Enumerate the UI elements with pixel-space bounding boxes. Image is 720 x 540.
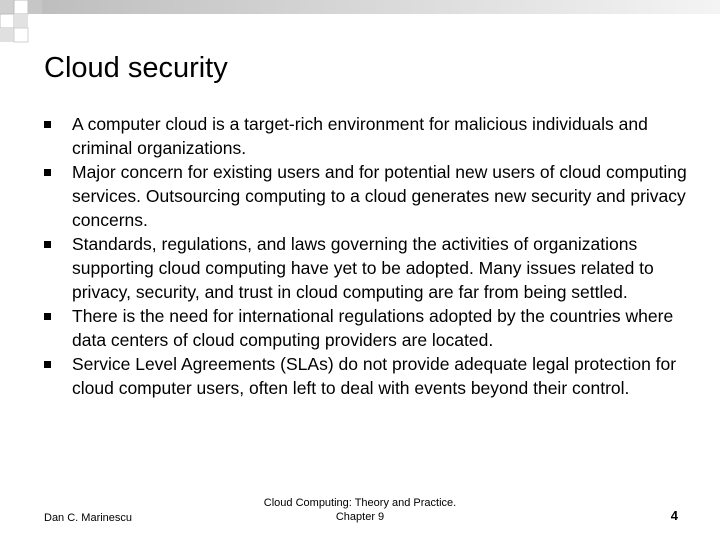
list-item: [44, 304, 704, 352]
list-item: [44, 352, 704, 400]
deco-square: [0, 0, 14, 14]
square-bullet-icon: [44, 313, 51, 320]
list-item: [44, 232, 704, 304]
bullet-list: [44, 112, 704, 400]
bullet-text: Standards, regulations, and laws governing the activities of organizations supporting cloud computing have yet to be adopted. Many issues related to privacy, security, and trust in cloud computing are far from being settled.: [72, 234, 654, 302]
square-bullet-icon: [44, 169, 51, 176]
header-decoration: [0, 0, 720, 46]
square-bullet-icon: [44, 241, 51, 248]
deco-square: [28, 0, 42, 14]
list-item: [44, 160, 704, 232]
footer-author: Dan C. Marinescu: [44, 512, 133, 524]
bullet-text: Service Level Agreements (SLAs) do not provide adequate legal protection for cloud computer users, often left to deal with events beyond their control.: [72, 354, 677, 398]
page-title: Cloud security: [44, 52, 228, 84]
header-gradient-bar: [28, 0, 720, 14]
deco-square: [14, 28, 28, 42]
square-bullet-icon: [44, 121, 51, 128]
deco-square: [0, 14, 14, 28]
footer-chapter: Chapter 9: [335, 511, 385, 523]
list-item: [44, 112, 704, 160]
footer-book-title: Cloud Computing: Theory and Practice.: [263, 497, 457, 509]
bullet-text: There is the need for international regulations adopted by the countries where data centers of cloud computing providers are located.: [72, 306, 674, 350]
bullet-text: Major concern for existing users and for potential new users of cloud computing services. Outsourcing computing to a cloud generates new security and privacy concerns.: [72, 162, 687, 230]
deco-square: [14, 0, 28, 14]
bullet-text: A computer cloud is a target-rich environment for malicious individuals and criminal organizations.: [72, 114, 648, 158]
deco-square: [0, 28, 14, 42]
page-number: 4: [670, 508, 678, 523]
deco-square: [14, 14, 28, 28]
square-bullet-icon: [44, 361, 51, 368]
footer-book-info: [240, 496, 480, 524]
